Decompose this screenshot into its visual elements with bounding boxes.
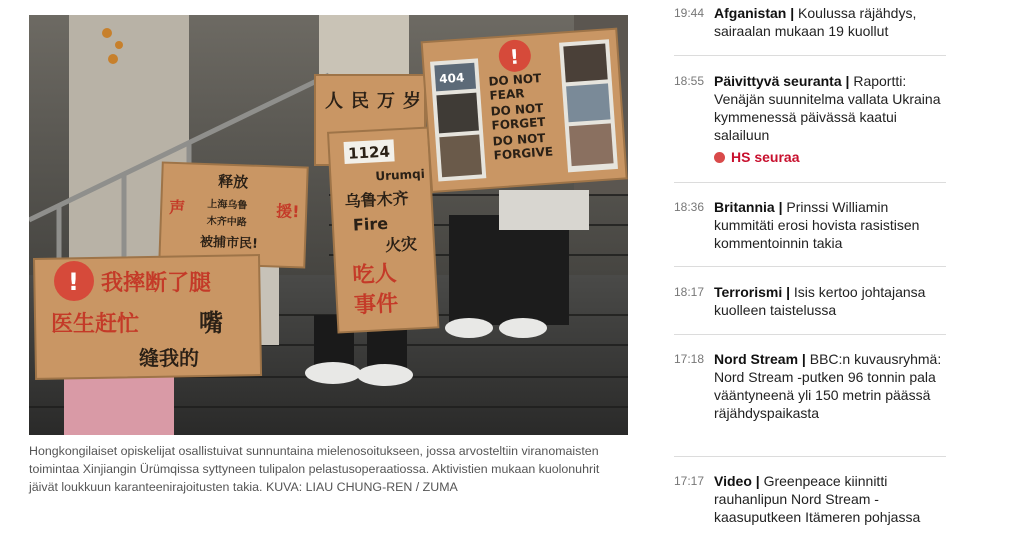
feed-item-headline: BBC:n kuvausryhmä: Nord Stream -putken 96 tonnin pala vääntyneenä yli 150 metrin päässä räjähdyspaikasta <box>714 351 942 421</box>
svg-text:嘴: 嘴 <box>199 309 223 337</box>
svg-text:FORGIVE: FORGIVE <box>493 144 554 163</box>
feed-item-separator: | <box>786 284 791 300</box>
svg-text:404: 404 <box>438 70 465 87</box>
hs-follow-link[interactable] <box>714 148 946 166</box>
svg-text:释放: 释放 <box>217 172 249 192</box>
feed-item-headline: Isis kertoo johtajansa kuolleen taistelussa <box>714 284 926 318</box>
protest-sign-urumqi-fire <box>328 128 438 333</box>
feed-item-category: Nord Stream <box>714 351 799 367</box>
feed-item-text[interactable] <box>714 283 946 319</box>
feed-item-time: 18:55 <box>674 74 705 88</box>
feed-item-text[interactable] <box>714 4 946 40</box>
protest-sign-do-not-fear <box>422 29 627 192</box>
feed-item-category: Britannia <box>714 199 775 215</box>
svg-text:火灾: 火灾 <box>384 234 418 255</box>
feed-item-time: 19:44 <box>674 6 705 20</box>
feed-item-category: Afganistan <box>714 5 787 21</box>
svg-text:FEAR: FEAR <box>489 86 525 103</box>
sneaker <box>305 362 361 384</box>
feed-divider <box>674 266 946 267</box>
feed-item-time: 17:18 <box>674 352 705 366</box>
svg-text:!: ! <box>68 268 79 296</box>
feed-item-time: 17:17 <box>674 474 705 488</box>
svg-text:FORGET: FORGET <box>491 114 546 133</box>
svg-text:Fire: Fire <box>352 213 389 235</box>
seated-person <box>64 370 174 435</box>
feed-item-headline: Greenpeace kiinnitti rauhanlipun Nord Stream -kaasuputkeen Itämeren pohjassa <box>714 473 921 525</box>
feed-item-separator: | <box>845 73 850 89</box>
protest-sign-release <box>159 162 307 267</box>
svg-text:!: ! <box>509 44 520 70</box>
feed-item-separator: | <box>790 5 795 21</box>
feed-item-category: Terrorismi <box>714 284 783 300</box>
svg-text:万: 万 <box>377 91 395 112</box>
feed-item-headline: Raportti: Venäjän suunnitelma vallata Ukraina kymmenessä päivässä kaatui salailuun <box>714 73 941 143</box>
feed-divider <box>674 182 946 183</box>
feed-item-headline: Prinssi Williamin kummitäti erosi hovista rasistisen kommentoinnin takia <box>714 199 920 251</box>
svg-text:援!: 援! <box>275 201 300 222</box>
svg-text:声: 声 <box>168 197 186 218</box>
svg-text:吃人: 吃人 <box>351 261 398 289</box>
svg-text:DO NOT: DO NOT <box>488 71 542 89</box>
protest-photo-illustration <box>29 15 628 435</box>
svg-text:1124: 1124 <box>347 142 391 163</box>
feed-item-text[interactable] <box>714 72 946 166</box>
feed-item-headline: Koulussa räjähdys, sairaalan mukaan 19 kuollut <box>714 5 917 39</box>
svg-text:被捕市民!: 被捕市民! <box>199 234 259 252</box>
feed-item-time: 18:36 <box>674 200 705 214</box>
svg-text:DO NOT: DO NOT <box>490 101 544 119</box>
feed-item-text[interactable] <box>714 472 946 526</box>
feed-item-text[interactable] <box>714 350 946 422</box>
feed-item-category: Päivittyvä seuranta <box>714 73 842 89</box>
svg-text:医生赶忙: 医生赶忙 <box>51 312 140 337</box>
svg-text:缝我的: 缝我的 <box>139 346 199 370</box>
feed-item-separator: | <box>801 351 806 367</box>
svg-text:乌鲁木齐: 乌鲁木齐 <box>344 188 410 211</box>
protest-sign-broken-leg <box>34 255 261 379</box>
photo-caption: Hongkongilaiset opiskelijat osallistuivat sunnuntaina mielenosoitukseen, jossa arvosteltiin viranomaisten toimintaa Xinjiangin Ürümqissa syttyneen tulipalon pelastusoperaatiossa. Aktivistien mukaan kuolonuhrit jäivät loukkuun karanteenirajoitusten takia. KUVA: LIAU CHUNG-REN / ZUMA <box>29 444 600 494</box>
feed-divider <box>674 334 946 335</box>
feed-item-category: Video <box>714 473 752 489</box>
svg-text:Urumqi: Urumqi <box>375 166 426 184</box>
feed-item-time: 18:17 <box>674 285 705 299</box>
svg-text:木齐中路: 木齐中路 <box>206 216 247 229</box>
feed-divider <box>674 456 946 457</box>
live-dot-icon <box>714 152 725 163</box>
svg-text:民: 民 <box>351 91 369 112</box>
svg-text:事件: 事件 <box>353 291 399 319</box>
svg-text:人: 人 <box>325 91 343 112</box>
feed-item-separator: | <box>778 199 783 215</box>
feed-item-text[interactable] <box>714 198 946 252</box>
hs-follow-label: HS seuraa <box>731 149 800 165</box>
svg-text:岁: 岁 <box>403 91 421 112</box>
feed-item-separator: | <box>755 473 760 489</box>
feed-divider <box>674 55 946 56</box>
svg-text:上海乌鲁: 上海乌鲁 <box>207 199 248 212</box>
svg-text:DO NOT: DO NOT <box>492 130 546 149</box>
svg-text:我摔断了腿: 我摔断了腿 <box>101 271 212 296</box>
article-photo[interactable] <box>29 15 628 435</box>
